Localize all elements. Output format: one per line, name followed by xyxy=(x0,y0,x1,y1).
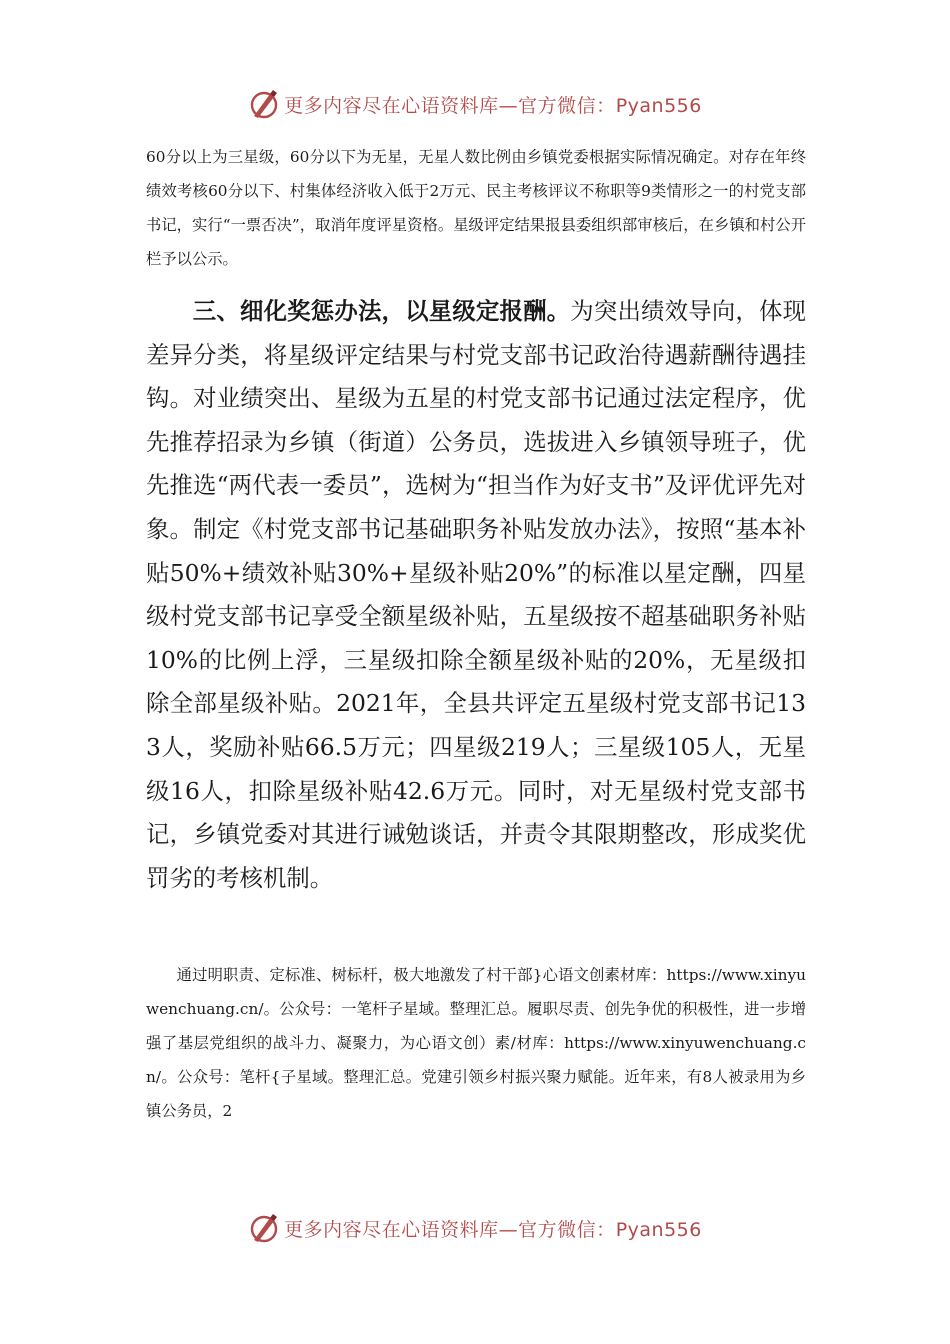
banner-dash: — xyxy=(498,94,519,117)
paragraph-3: 通过明职责、定标准、树标杆，极大地激发了村干部}心语文创素材库：https://www.xinyuwenchuang.cn/。公众号：一笔杆子星域。整理汇总。履职尽责、创先争优的积极性，进一步增强了基层党组织的战斗力、凝聚力，为心语文创）素/材库：https://www.xinyuwenchuang.cn/。公众号：笔杆{子星域。整理汇总。党建引领乡村振兴聚力赋能。近年来，有8人被录用为乡镇公务员，2 xyxy=(146,966,806,1120)
banner-wechat-id: Pyan556 xyxy=(615,1218,702,1241)
paragraph-2-container xyxy=(146,290,806,900)
banner-main-text: 更多内容尽在心语资料库 xyxy=(284,94,499,117)
paragraph-1: 60分以上为三星级，60分以下为无星，无星人数比例由乡镇党委根据实际情况确定。对存在年终绩效考核60分以下、村集体经济收入低于2万元、民主考核评议不称职等9类情形之一的村党支部书记，实行“一票否决”，取消年度评星资格。星级评定结果报县委组织部审核后，在乡镇和村公开栏予以公示。 xyxy=(146,148,806,268)
banner-main-text: 更多内容尽在心语资料库 xyxy=(284,1218,499,1241)
footer-watermark-banner xyxy=(0,1208,950,1248)
banner-sub-text: 官方微信： xyxy=(518,94,616,117)
banner-sub-text: 官方微信： xyxy=(518,1218,616,1241)
banner-text xyxy=(284,1215,702,1242)
paragraph-1-container xyxy=(146,140,806,276)
header-watermark-banner xyxy=(0,84,950,124)
paragraph-2 xyxy=(146,290,806,900)
banner-dash: — xyxy=(498,1218,519,1241)
paragraph-3-container xyxy=(146,958,806,1128)
pen-in-circle-icon xyxy=(248,1212,280,1244)
banner-wechat-id: Pyan556 xyxy=(615,94,702,117)
banner-text xyxy=(284,91,702,118)
section-heading: 三、细化奖惩办法，以星级定报酬。 xyxy=(192,297,571,325)
paragraph-2-body: 为突出绩效导向，体现差异分类，将星级评定结果与村党支部书记政治待遇薪酬待遇挂钩。对业绩突出、星级为五星的村党支部书记通过法定程序，优先推荐招录为乡镇（街道）公务员，选拔进入乡镇领导班子，优先推选“两代表一委员”，选树为“担当作为好支书”及评优评先对象。制定《村党支部书记基础职务补贴发放办法》，按照“基本补贴50%+绩效补贴30%+星级补贴20%”的标准以星定酬，四星级村党支部书记享受全额星级补贴，五星级按不超基础职务补贴10%的比例上浮，三星级扣除全额星级补贴的20%，无星级扣除全部星级补贴。2021年，全县共评定五星级村党支部书记133人，奖励补贴66.5万元；四星级219人；三星级105人，无星级16人，扣除星级补贴42.6万元。同时，对无星级村党支部书记，乡镇党委对其进行诫勉谈话，并责令其限期整改，形成奖优罚劣的考核机制。 xyxy=(146,297,807,892)
pen-in-circle-icon xyxy=(248,88,280,120)
